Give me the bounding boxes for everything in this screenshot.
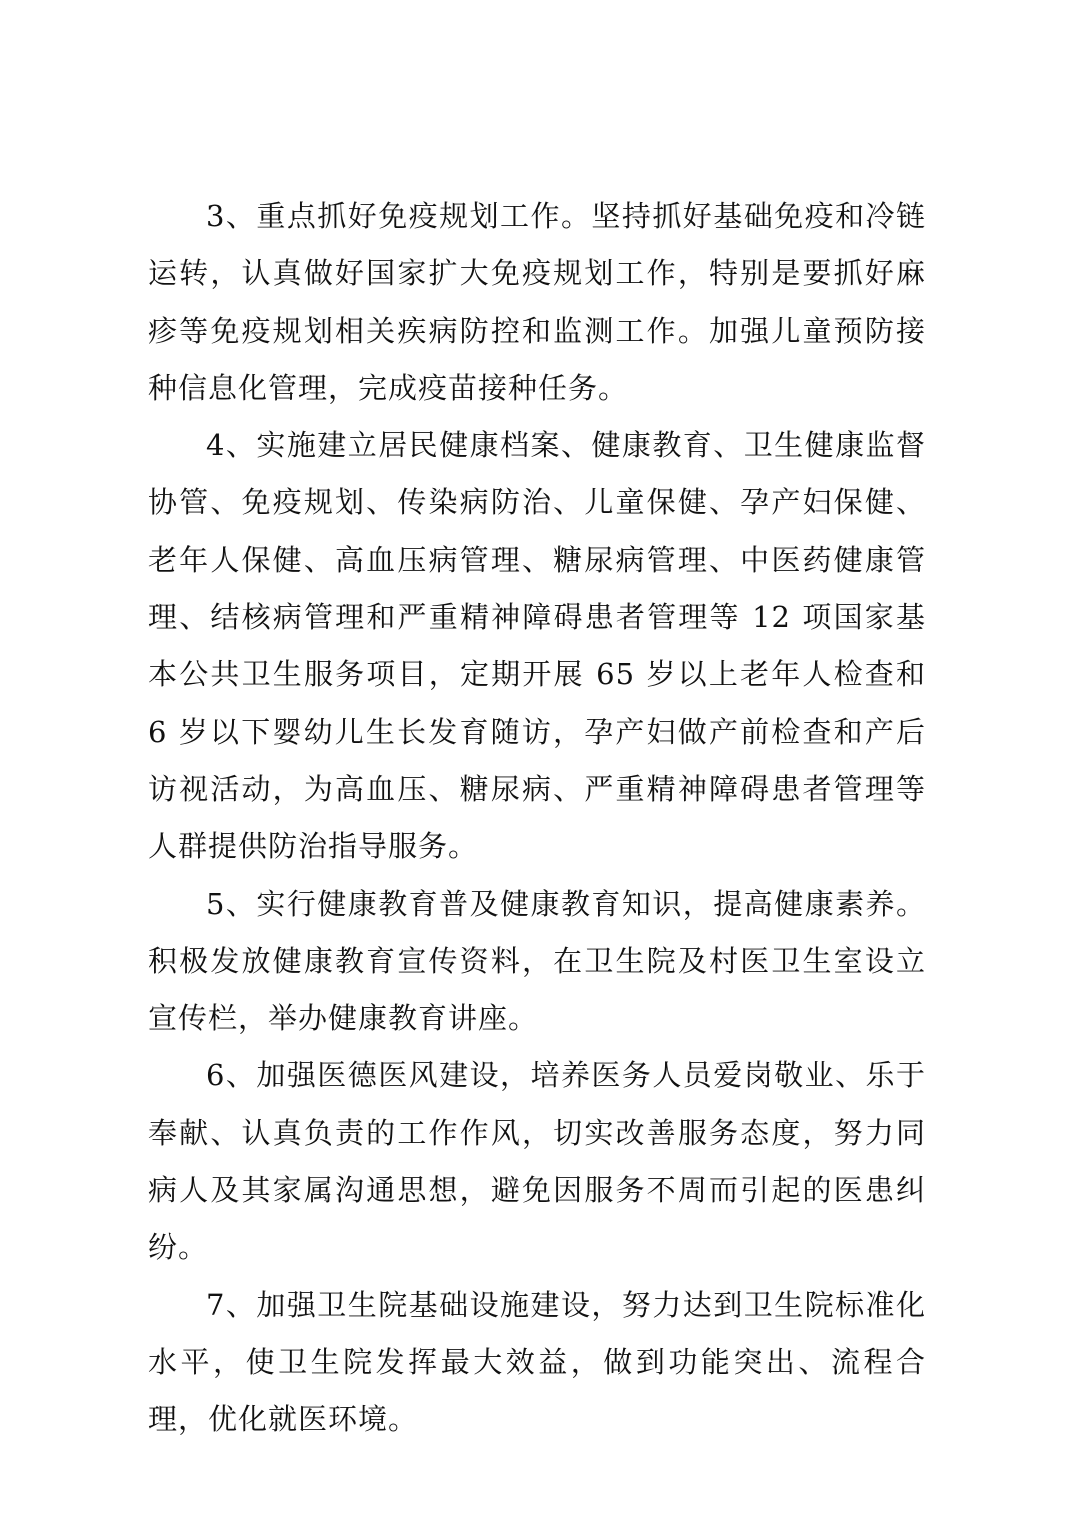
paragraph-item-6: 6、加强医德医风建设，培养医务人员爱岗敬业、乐于奉献、认真负责的工作作风，切实改善服务态度，努力同病人及其家属沟通思想，避免因服务不周而引起的医患纠纷。 — [148, 1058, 926, 1265]
paragraph-item-3: 3、重点抓好免疫规划工作。坚持抓好基础免疫和冷链运转，认真做好国家扩大免疫规划工作，特别是要抓好麻疹等免疫规划相关疾病防控和监测工作。加强儿童预防接种信息化管理，完成疫苗接种任务。 — [148, 199, 926, 405]
paragraph-item-7: 7、加强卫生院基础设施建设，努力达到卫生院标准化水平，使卫生院发挥最大效益，做到功能突出、流程合理，优化就医环境。 — [148, 1287, 926, 1437]
paragraph-item-5: 5、实行健康教育普及健康教育知识，提高健康素养。积极发放健康教育宣传资料，在卫生院及村医卫生室设立宣传栏，举办健康教育讲座。 — [148, 886, 926, 1036]
paragraph-item-4: 4、实施建立居民健康档案、健康教育、卫生健康监督协管、免疫规划、传染病防治、儿童保健、孕产妇保健、老年人保健、高血压病管理、糖尿病管理、中医药健康管理、结核病管理和严重精神障碍患者管理等 12 项国家基本公共卫生服务项目，定期开展 65 岁以上老年人检查和 6 岁以下婴幼儿生长发育随访，孕产妇做产前检查和产后访视活动，为高血压、糖尿病、严重精神障碍患者管理等人群提供防治指导服务。 — [148, 428, 926, 864]
document-body — [148, 188, 926, 1449]
